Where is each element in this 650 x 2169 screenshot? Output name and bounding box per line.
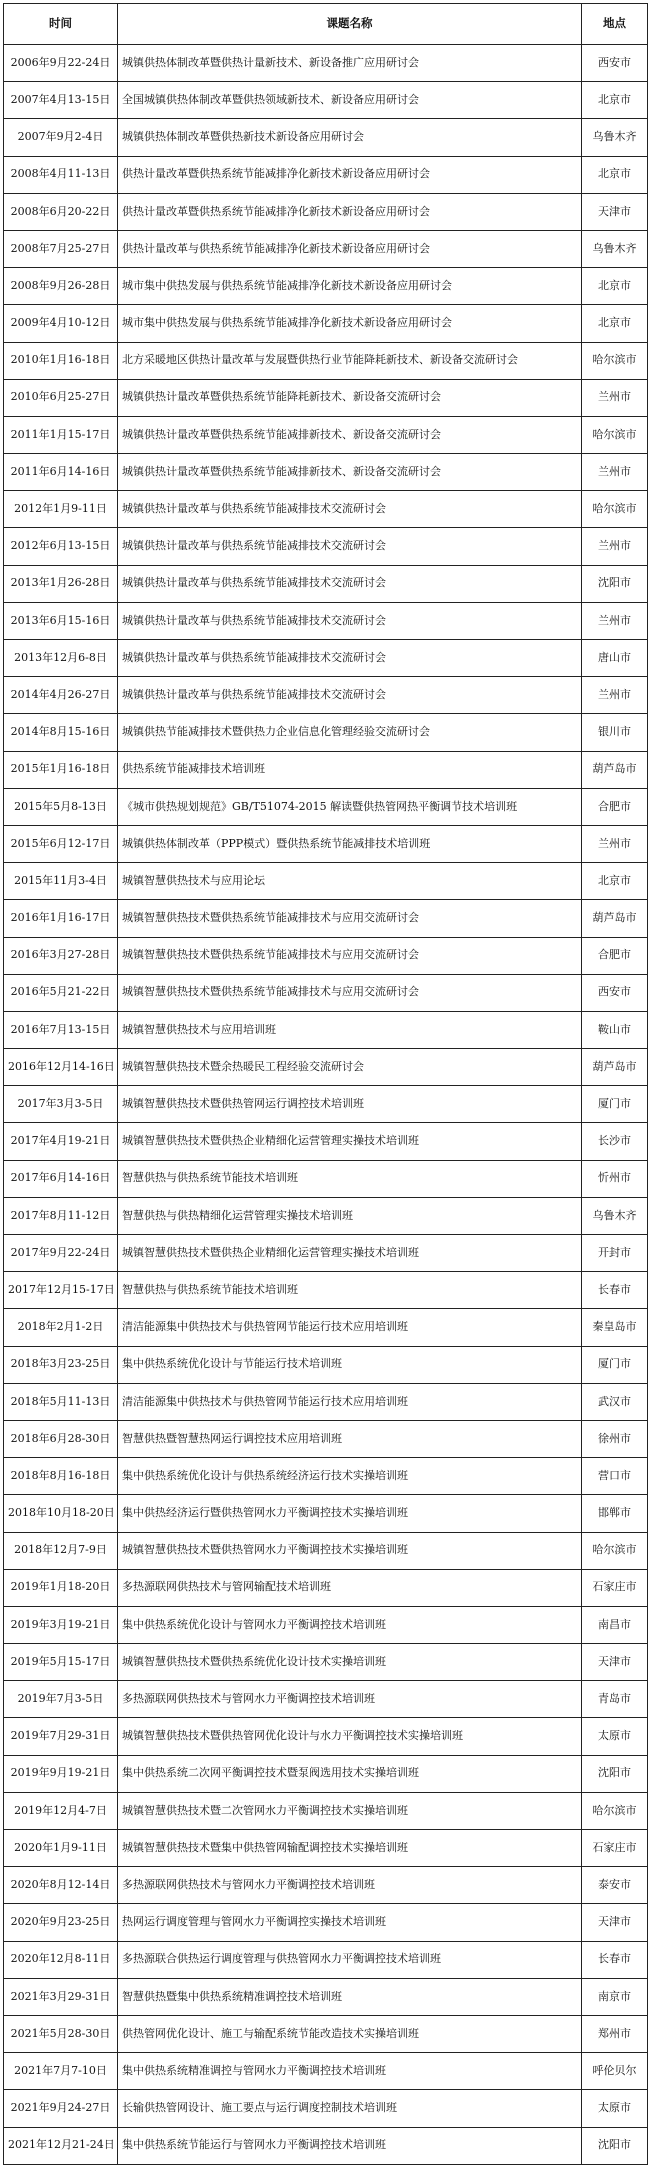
- place-cell: 西安市: [582, 974, 648, 1011]
- table-row: [4, 677, 648, 714]
- place-cell: 鞍山市: [582, 1011, 648, 1048]
- table-row: [4, 454, 648, 491]
- events-table: [3, 3, 648, 2165]
- table-row: [4, 1830, 648, 1867]
- topic-cell: 城镇供热计量改革与供热系统节能减排技术交流研讨会: [118, 528, 582, 565]
- table-row: [4, 1160, 648, 1197]
- table-row: [4, 193, 648, 230]
- time-cell: 2014年8月15-16日: [4, 714, 118, 751]
- place-cell: 沈阳市: [582, 1755, 648, 1792]
- topic-cell: 城镇智慧供热技术暨集中供热管网输配调控技术实操培训班: [118, 1830, 582, 1867]
- topic-cell: 集中供热系统精准调控与管网水力平衡调控技术培训班: [118, 2053, 582, 2090]
- time-cell: 2006年9月22-24日: [4, 45, 118, 82]
- time-cell: 2014年4月26-27日: [4, 677, 118, 714]
- time-cell: 2019年7月29-31日: [4, 1718, 118, 1755]
- time-cell: 2015年1月16-18日: [4, 751, 118, 788]
- time-cell: 2008年9月26-28日: [4, 268, 118, 305]
- table-row: [4, 974, 648, 1011]
- time-cell: 2013年1月26-28日: [4, 565, 118, 602]
- time-cell: 2010年1月16-18日: [4, 342, 118, 379]
- topic-cell: 智慧供热暨智慧热网运行调控技术应用培训班: [118, 1420, 582, 1457]
- place-cell: 泰安市: [582, 1867, 648, 1904]
- table-row: [4, 1792, 648, 1829]
- time-cell: 2017年3月3-5日: [4, 1086, 118, 1123]
- topic-cell: 城镇智慧供热技术暨二次管网水力平衡调控技术实操培训班: [118, 1792, 582, 1829]
- topic-cell: 城镇智慧供热技术暨供热管网优化设计与水力平衡调控技术实操培训班: [118, 1718, 582, 1755]
- place-cell: 武汉市: [582, 1383, 648, 1420]
- topic-cell: 城市集中供热发展与供热系统节能减排净化新技术新设备应用研讨会: [118, 305, 582, 342]
- place-cell: 兰州市: [582, 677, 648, 714]
- time-cell: 2020年8月12-14日: [4, 1867, 118, 1904]
- place-cell: 呼伦贝尔: [582, 2053, 648, 2090]
- time-cell: 2018年10月18-20日: [4, 1495, 118, 1532]
- topic-cell: 城镇智慧供热技术暨供热系统节能减排技术与应用交流研讨会: [118, 900, 582, 937]
- time-cell: 2021年12月21-24日: [4, 2127, 118, 2165]
- place-cell: 青岛市: [582, 1681, 648, 1718]
- place-cell: 长沙市: [582, 1123, 648, 1160]
- topic-cell: 城镇供热计量改革暨供热系统节能降耗新技术、新设备交流研讨会: [118, 379, 582, 416]
- place-cell: 西安市: [582, 45, 648, 82]
- topic-column-header: 课题名称: [118, 4, 582, 45]
- time-cell: 2007年4月13-15日: [4, 82, 118, 119]
- topic-cell: 城镇智慧供热技术暨余热暖民工程经验交流研讨会: [118, 1049, 582, 1086]
- table-row: [4, 1904, 648, 1941]
- events-sheet: [3, 3, 647, 2165]
- topic-cell: 城镇供热计量改革暨供热系统节能减排新技术、新设备交流研讨会: [118, 416, 582, 453]
- table-row: [4, 640, 648, 677]
- time-cell: 2016年1月16-17日: [4, 900, 118, 937]
- place-cell: 郑州市: [582, 2015, 648, 2052]
- table-row: [4, 2090, 648, 2127]
- table-row: [4, 2127, 648, 2165]
- time-cell: 2021年9月24-27日: [4, 2090, 118, 2127]
- table-row: [4, 714, 648, 751]
- time-cell: 2012年6月13-15日: [4, 528, 118, 565]
- topic-cell: 供热系统节能减排技术培训班: [118, 751, 582, 788]
- time-cell: 2008年4月11-13日: [4, 156, 118, 193]
- topic-cell: 城镇智慧供热技术暨供热企业精细化运营管理实操技术培训班: [118, 1123, 582, 1160]
- place-cell: 兰州市: [582, 454, 648, 491]
- topic-cell: 供热管网优化设计、施工与输配系统节能改造技术实操培训班: [118, 2015, 582, 2052]
- topic-cell: 智慧供热与供热系统节能技术培训班: [118, 1160, 582, 1197]
- place-cell: 葫芦岛市: [582, 751, 648, 788]
- table-row: [4, 1606, 648, 1643]
- topic-cell: 集中供热系统优化设计与供热系统经济运行技术实操培训班: [118, 1458, 582, 1495]
- time-cell: 2020年1月9-11日: [4, 1830, 118, 1867]
- table-row: [4, 1086, 648, 1123]
- time-cell: 2021年7月7-10日: [4, 2053, 118, 2090]
- time-cell: 2017年6月14-16日: [4, 1160, 118, 1197]
- table-row: [4, 1458, 648, 1495]
- place-cell: 乌鲁木齐: [582, 119, 648, 156]
- topic-cell: 集中供热系统节能运行与管网水力平衡调控技术培训班: [118, 2127, 582, 2165]
- topic-cell: 多热源联网供热技术与管网水力平衡调控技术培训班: [118, 1867, 582, 1904]
- place-cell: 沈阳市: [582, 565, 648, 602]
- time-cell: 2018年3月23-25日: [4, 1346, 118, 1383]
- time-cell: 2020年9月23-25日: [4, 1904, 118, 1941]
- time-cell: 2017年8月11-12日: [4, 1197, 118, 1234]
- place-cell: 沈阳市: [582, 2127, 648, 2165]
- time-cell: 2019年7月3-5日: [4, 1681, 118, 1718]
- place-cell: 忻州市: [582, 1160, 648, 1197]
- time-cell: 2021年3月29-31日: [4, 1978, 118, 2015]
- time-cell: 2018年2月1-2日: [4, 1309, 118, 1346]
- time-cell: 2015年5月8-13日: [4, 788, 118, 825]
- topic-cell: 城镇智慧供热技术暨供热系统优化设计技术实操培训班: [118, 1644, 582, 1681]
- place-cell: 石家庄市: [582, 1569, 648, 1606]
- table-row: [4, 1644, 648, 1681]
- topic-cell: 城市集中供热发展与供热系统节能减排净化新技术新设备应用研讨会: [118, 268, 582, 305]
- table-row: [4, 45, 648, 82]
- table-row: [4, 751, 648, 788]
- table-row: [4, 1755, 648, 1792]
- place-cell: 太原市: [582, 1718, 648, 1755]
- time-cell: 2008年7月25-27日: [4, 230, 118, 267]
- time-cell: 2011年6月14-16日: [4, 454, 118, 491]
- table-row: [4, 268, 648, 305]
- topic-cell: 城镇供热体制改革（PPP模式）暨供热系统节能减排技术培训班: [118, 825, 582, 862]
- place-cell: 唐山市: [582, 640, 648, 677]
- place-cell: 太原市: [582, 2090, 648, 2127]
- place-cell: 秦皇岛市: [582, 1309, 648, 1346]
- time-cell: 2018年6月28-30日: [4, 1420, 118, 1457]
- table-row: [4, 900, 648, 937]
- topic-cell: 城镇供热计量改革与供热系统节能减排技术交流研讨会: [118, 602, 582, 639]
- events-table-body: [4, 45, 648, 2165]
- place-cell: 天津市: [582, 1644, 648, 1681]
- table-row: [4, 1569, 648, 1606]
- table-row: [4, 82, 648, 119]
- table-row: [4, 825, 648, 862]
- header-row: [4, 4, 648, 45]
- place-cell: 北京市: [582, 268, 648, 305]
- topic-cell: 供热计量改革暨供热系统节能减排净化新技术新设备应用研讨会: [118, 193, 582, 230]
- topic-cell: 热网运行调度管理与管网水力平衡调控实操技术培训班: [118, 1904, 582, 1941]
- time-cell: 2017年12月15-17日: [4, 1272, 118, 1309]
- time-cell: 2015年11月3-4日: [4, 863, 118, 900]
- topic-cell: 集中供热系统二次网平衡调控技术暨泵阀选用技术实操培训班: [118, 1755, 582, 1792]
- table-row: [4, 1867, 648, 1904]
- table-row: [4, 1049, 648, 1086]
- topic-cell: 清洁能源集中供热技术与供热管网节能运行技术应用培训班: [118, 1309, 582, 1346]
- time-cell: 2016年7月13-15日: [4, 1011, 118, 1048]
- place-cell: 徐州市: [582, 1420, 648, 1457]
- time-cell: 2011年1月15-17日: [4, 416, 118, 453]
- topic-cell: 城镇供热计量改革与供热系统节能减排技术交流研讨会: [118, 640, 582, 677]
- table-row: [4, 1495, 648, 1532]
- time-cell: 2018年5月11-13日: [4, 1383, 118, 1420]
- place-cell: 乌鲁木齐: [582, 230, 648, 267]
- table-row: [4, 1272, 648, 1309]
- topic-cell: 《城市供热规划规范》GB/T51074-2015 解读暨供热管网热平衡调节技术培训班: [118, 788, 582, 825]
- place-column-header: 地点: [582, 4, 648, 45]
- topic-cell: 智慧供热与供热精细化运营管理实操技术培训班: [118, 1197, 582, 1234]
- time-cell: 2013年6月15-16日: [4, 602, 118, 639]
- place-cell: 南昌市: [582, 1606, 648, 1643]
- time-cell: 2010年6月25-27日: [4, 379, 118, 416]
- place-cell: 葫芦岛市: [582, 1049, 648, 1086]
- table-row: [4, 1718, 648, 1755]
- time-cell: 2019年9月19-21日: [4, 1755, 118, 1792]
- topic-cell: 城镇智慧供热技术暨供热企业精细化运营管理实操技术培训班: [118, 1235, 582, 1272]
- table-row: [4, 1532, 648, 1569]
- topic-cell: 集中供热系统优化设计与管网水力平衡调控技术培训班: [118, 1606, 582, 1643]
- place-cell: 合肥市: [582, 788, 648, 825]
- topic-cell: 供热计量改革暨供热系统节能减排净化新技术新设备应用研讨会: [118, 156, 582, 193]
- place-cell: 银川市: [582, 714, 648, 751]
- table-row: [4, 305, 648, 342]
- table-row: [4, 863, 648, 900]
- place-cell: 北京市: [582, 863, 648, 900]
- time-cell: 2009年4月10-12日: [4, 305, 118, 342]
- topic-cell: 城镇智慧供热技术暨供热管网运行调控技术培训班: [118, 1086, 582, 1123]
- time-cell: 2019年3月19-21日: [4, 1606, 118, 1643]
- place-cell: 哈尔滨市: [582, 416, 648, 453]
- topic-cell: 城镇智慧供热技术与应用培训班: [118, 1011, 582, 1048]
- table-row: [4, 1346, 648, 1383]
- place-cell: 北京市: [582, 156, 648, 193]
- topic-cell: 多热源联网供热技术与管网水力平衡调控技术培训班: [118, 1681, 582, 1718]
- table-row: [4, 2015, 648, 2052]
- time-column-header: 时间: [4, 4, 118, 45]
- topic-cell: 城镇供热计量改革与供热系统节能减排技术交流研讨会: [118, 677, 582, 714]
- table-row: [4, 119, 648, 156]
- time-cell: 2018年8月16-18日: [4, 1458, 118, 1495]
- topic-cell: 城镇供热计量改革与供热系统节能减排技术交流研讨会: [118, 565, 582, 602]
- place-cell: 南京市: [582, 1978, 648, 2015]
- place-cell: 营口市: [582, 1458, 648, 1495]
- time-cell: 2016年12月14-16日: [4, 1049, 118, 1086]
- topic-cell: 城镇智慧供热技术暨供热管网水力平衡调控技术实操培训班: [118, 1532, 582, 1569]
- topic-cell: 城镇智慧供热技术暨供热系统节能减排技术与应用交流研讨会: [118, 937, 582, 974]
- place-cell: 天津市: [582, 1904, 648, 1941]
- place-cell: 哈尔滨市: [582, 491, 648, 528]
- topic-cell: 城镇供热体制改革暨供热新技术新设备应用研讨会: [118, 119, 582, 156]
- place-cell: 长春市: [582, 1272, 648, 1309]
- table-row: [4, 156, 648, 193]
- topic-cell: 城镇供热计量改革暨供热系统节能减排新技术、新设备交流研讨会: [118, 454, 582, 491]
- time-cell: 2012年1月9-11日: [4, 491, 118, 528]
- table-row: [4, 1978, 648, 2015]
- topic-cell: 北方采暖地区供热计量改革与发展暨供热行业节能降耗新技术、新设备交流研讨会: [118, 342, 582, 379]
- table-row: [4, 602, 648, 639]
- place-cell: 厦门市: [582, 1346, 648, 1383]
- topic-cell: 多热源联网供热技术与管网输配技术培训班: [118, 1569, 582, 1606]
- table-row: [4, 230, 648, 267]
- table-row: [4, 1011, 648, 1048]
- topic-cell: 全国城镇供热体制改革暨供热领域新技术、新设备应用研讨会: [118, 82, 582, 119]
- time-cell: 2015年6月12-17日: [4, 825, 118, 862]
- time-cell: 2019年1月18-20日: [4, 1569, 118, 1606]
- table-row: [4, 1235, 648, 1272]
- time-cell: 2016年5月21-22日: [4, 974, 118, 1011]
- time-cell: 2019年5月15-17日: [4, 1644, 118, 1681]
- time-cell: 2019年12月4-7日: [4, 1792, 118, 1829]
- time-cell: 2013年12月6-8日: [4, 640, 118, 677]
- time-cell: 2018年12月7-9日: [4, 1532, 118, 1569]
- topic-cell: 城镇供热节能减排技术暨供热力企业信息化管理经验交流研讨会: [118, 714, 582, 751]
- topic-cell: 清洁能源集中供热技术与供热管网节能运行技术应用培训班: [118, 1383, 582, 1420]
- table-row: [4, 1309, 648, 1346]
- place-cell: 哈尔滨市: [582, 342, 648, 379]
- time-cell: 2008年6月20-22日: [4, 193, 118, 230]
- topic-cell: 长输供热管网设计、施工要点与运行调度控制技术培训班: [118, 2090, 582, 2127]
- place-cell: 长春市: [582, 1941, 648, 1978]
- place-cell: 葫芦岛市: [582, 900, 648, 937]
- table-row: [4, 1681, 648, 1718]
- topic-cell: 多热源联合供热运行调度管理与供热管网水力平衡调控技术培训班: [118, 1941, 582, 1978]
- table-row: [4, 1197, 648, 1234]
- topic-cell: 城镇智慧供热技术暨供热系统节能减排技术与应用交流研讨会: [118, 974, 582, 1011]
- table-row: [4, 1420, 648, 1457]
- table-row: [4, 1941, 648, 1978]
- table-row: [4, 565, 648, 602]
- place-cell: 哈尔滨市: [582, 1532, 648, 1569]
- topic-cell: 智慧供热与供热系统节能技术培训班: [118, 1272, 582, 1309]
- topic-cell: 城镇供热体制改革暨供热计量新技术、新设备推广应用研讨会: [118, 45, 582, 82]
- topic-cell: 集中供热系统优化设计与节能运行技术培训班: [118, 1346, 582, 1383]
- place-cell: 北京市: [582, 305, 648, 342]
- table-row: [4, 528, 648, 565]
- topic-cell: 城镇智慧供热技术与应用论坛: [118, 863, 582, 900]
- time-cell: 2017年9月22-24日: [4, 1235, 118, 1272]
- place-cell: 天津市: [582, 193, 648, 230]
- place-cell: 厦门市: [582, 1086, 648, 1123]
- topic-cell: 集中供热经济运行暨供热管网水力平衡调控技术实操培训班: [118, 1495, 582, 1532]
- place-cell: 北京市: [582, 82, 648, 119]
- topic-cell: 供热计量改革与供热系统节能减排净化新技术新设备应用研讨会: [118, 230, 582, 267]
- place-cell: 邯郸市: [582, 1495, 648, 1532]
- table-row: [4, 1123, 648, 1160]
- place-cell: 开封市: [582, 1235, 648, 1272]
- place-cell: 乌鲁木齐: [582, 1197, 648, 1234]
- table-row: [4, 788, 648, 825]
- time-cell: 2016年3月27-28日: [4, 937, 118, 974]
- place-cell: 哈尔滨市: [582, 1792, 648, 1829]
- topic-cell: 城镇供热计量改革与供热系统节能减排技术交流研讨会: [118, 491, 582, 528]
- place-cell: 石家庄市: [582, 1830, 648, 1867]
- time-cell: 2020年12月8-11日: [4, 1941, 118, 1978]
- place-cell: 兰州市: [582, 825, 648, 862]
- place-cell: 合肥市: [582, 937, 648, 974]
- table-row: [4, 416, 648, 453]
- table-row: [4, 379, 648, 416]
- table-row: [4, 342, 648, 379]
- time-cell: 2021年5月28-30日: [4, 2015, 118, 2052]
- table-row: [4, 1383, 648, 1420]
- time-cell: 2007年9月2-4日: [4, 119, 118, 156]
- place-cell: 兰州市: [582, 379, 648, 416]
- time-cell: 2017年4月19-21日: [4, 1123, 118, 1160]
- place-cell: 兰州市: [582, 528, 648, 565]
- topic-cell: 智慧供热暨集中供热系统精准调控技术培训班: [118, 1978, 582, 2015]
- place-cell: 兰州市: [582, 602, 648, 639]
- table-row: [4, 2053, 648, 2090]
- table-row: [4, 491, 648, 528]
- table-row: [4, 937, 648, 974]
